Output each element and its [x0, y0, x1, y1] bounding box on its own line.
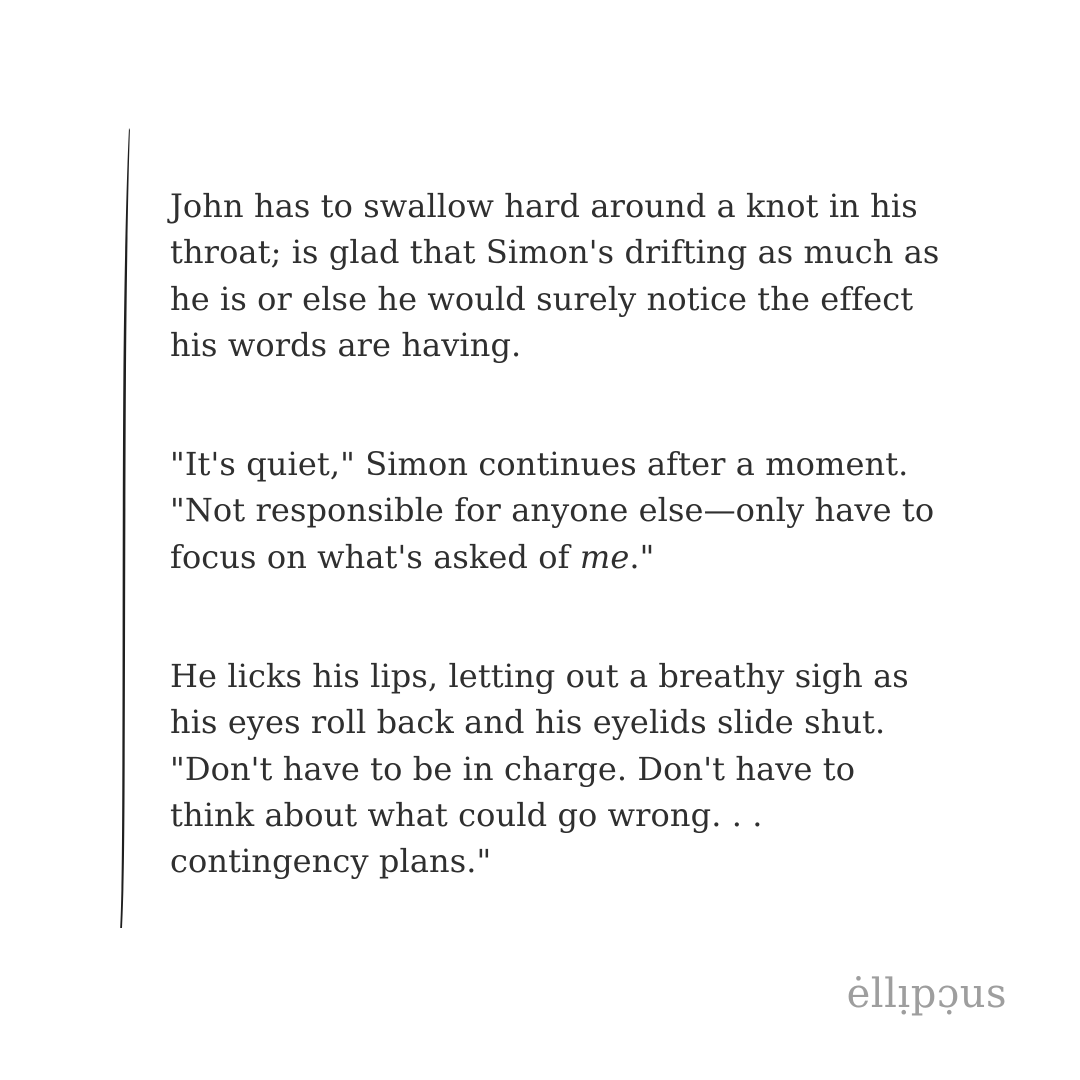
logo-letter: ė — [846, 971, 871, 1017]
logo-letter: l — [870, 971, 885, 1017]
paragraph-1 — [170, 183, 1000, 368]
text-line: "Don't have to be in charge. Don't have to — [170, 749, 856, 788]
logo-letter: p — [910, 971, 937, 1017]
text-line: He licks his lips, letting out a breathy sigh as — [170, 657, 909, 696]
text-line — [170, 534, 1000, 580]
text-line: his eyes roll back and his eyelids slide shut. — [170, 703, 886, 742]
excerpt-text — [170, 183, 1000, 885]
text-line: "Not responsible for anyone else—only have to — [170, 491, 935, 530]
text-line: he is or else he would surely notice the effect — [170, 279, 914, 318]
emphasized-word: me — [579, 537, 630, 576]
text-line: throat; is glad that Simon's drifting as much as — [170, 233, 940, 272]
paragraph-3 — [170, 653, 1000, 884]
logo-letter: ı̣ — [897, 971, 911, 1017]
text-line: contingency plans." — [170, 842, 492, 881]
text-line: his words are having. — [170, 325, 522, 364]
text-line: "It's quiet," Simon continues after a moment. — [170, 445, 909, 484]
text-segment: focus on what's asked of — [170, 537, 580, 576]
ellipsus-logo — [846, 971, 1007, 1017]
text-segment: ." — [629, 537, 655, 576]
text-line: think about what could go wrong. . . — [170, 795, 763, 834]
text-line: John has to swallow hard around a knot in his — [170, 187, 918, 225]
logo-letter: ɔ̣ — [936, 971, 960, 1017]
logo-letter: u — [959, 971, 986, 1017]
logo-letter: s — [985, 971, 1007, 1017]
paragraph-2 — [170, 441, 1000, 580]
vertical-brush-line — [117, 128, 135, 928]
logo-letter: l — [884, 971, 898, 1017]
